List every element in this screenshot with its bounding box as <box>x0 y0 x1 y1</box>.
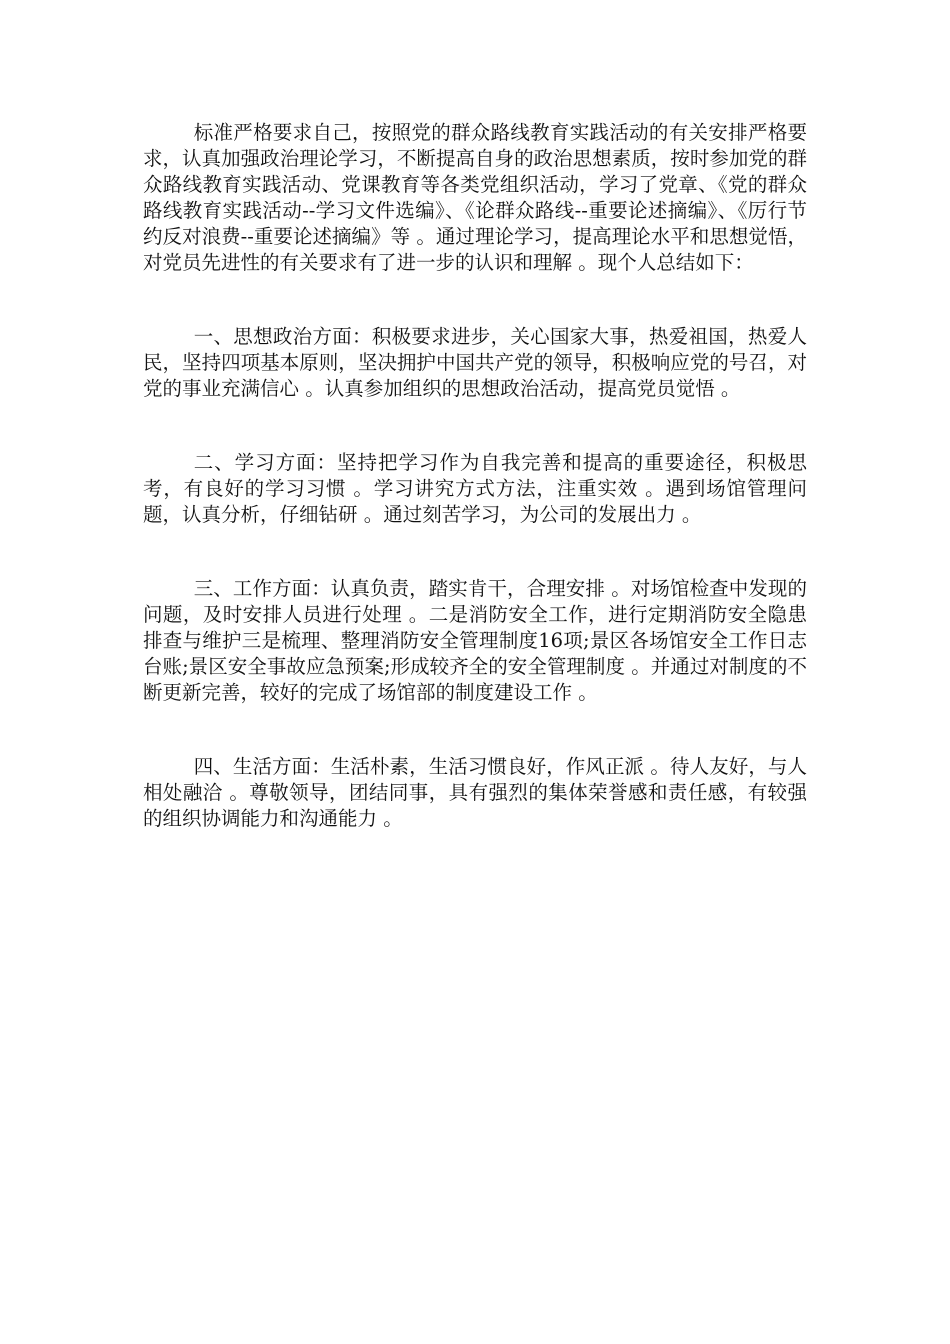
paragraph-life: 四、生活方面：生活朴素，生活习惯良好，作风正派 。待人友好，与人相处融洽 。尊敬领导，团结同事，具有强烈的集体荣誉感和责任感，有较强的组织协调能力和沟通能力 。 <box>143 755 807 830</box>
paragraph-work: 三、工作方面：认真负责，踏实肯干，合理安排 。对场馆检查中发现的问题，及时安排人员进行处理 。二是消防安全工作，进行定期消防安全隐患排查与维护三是梳理、整理消防安全管理制度16项;景区各场馆安全工作日志台账;景区安全事故应急预案;形成较齐全的安全管理制度 。并通过对制度的不断更新完善，较好的完成了场馆部的制度建设工作 。 <box>143 577 807 704</box>
paragraph-political: 一、思想政治方面：积极要求进步，关心国家大事，热爱祖国，热爱人民，坚持四项基本原则，坚决拥护中国共产党的领导，积极响应党的号召，对党的事业充满信心 。认真参加组织的思想政治活动，提高党员觉悟 。 <box>143 325 807 400</box>
paragraph-intro: 标准严格要求自己，按照党的群众路线教育实践活动的有关安排严格要求，认真加强政治理论学习，不断提高自身的政治思想素质，按时参加党的群众路线教育实践活动、党课教育等各类党组织活动，学习了党章、《党的群众路线教育实践活动--学习文件选编》、《论群众路线--重要论述摘编》、《厉行节约反对浪费--重要论述摘编》等 。通过理论学习，提高理论水平和思想觉悟，对党员先进性的有关要求有了进一步的认识和理解 。现个人总结如下： <box>143 121 807 274</box>
paragraph-study: 二、学习方面：坚持把学习作为自我完善和提高的重要途径，积极思考，有良好的学习习惯 。学习讲究方式方法，注重实效 。遇到场馆管理问题，认真分析，仔细钻研 。通过刻苦学习，为公司的发展出力 。 <box>143 451 807 526</box>
document-body <box>143 120 807 832</box>
